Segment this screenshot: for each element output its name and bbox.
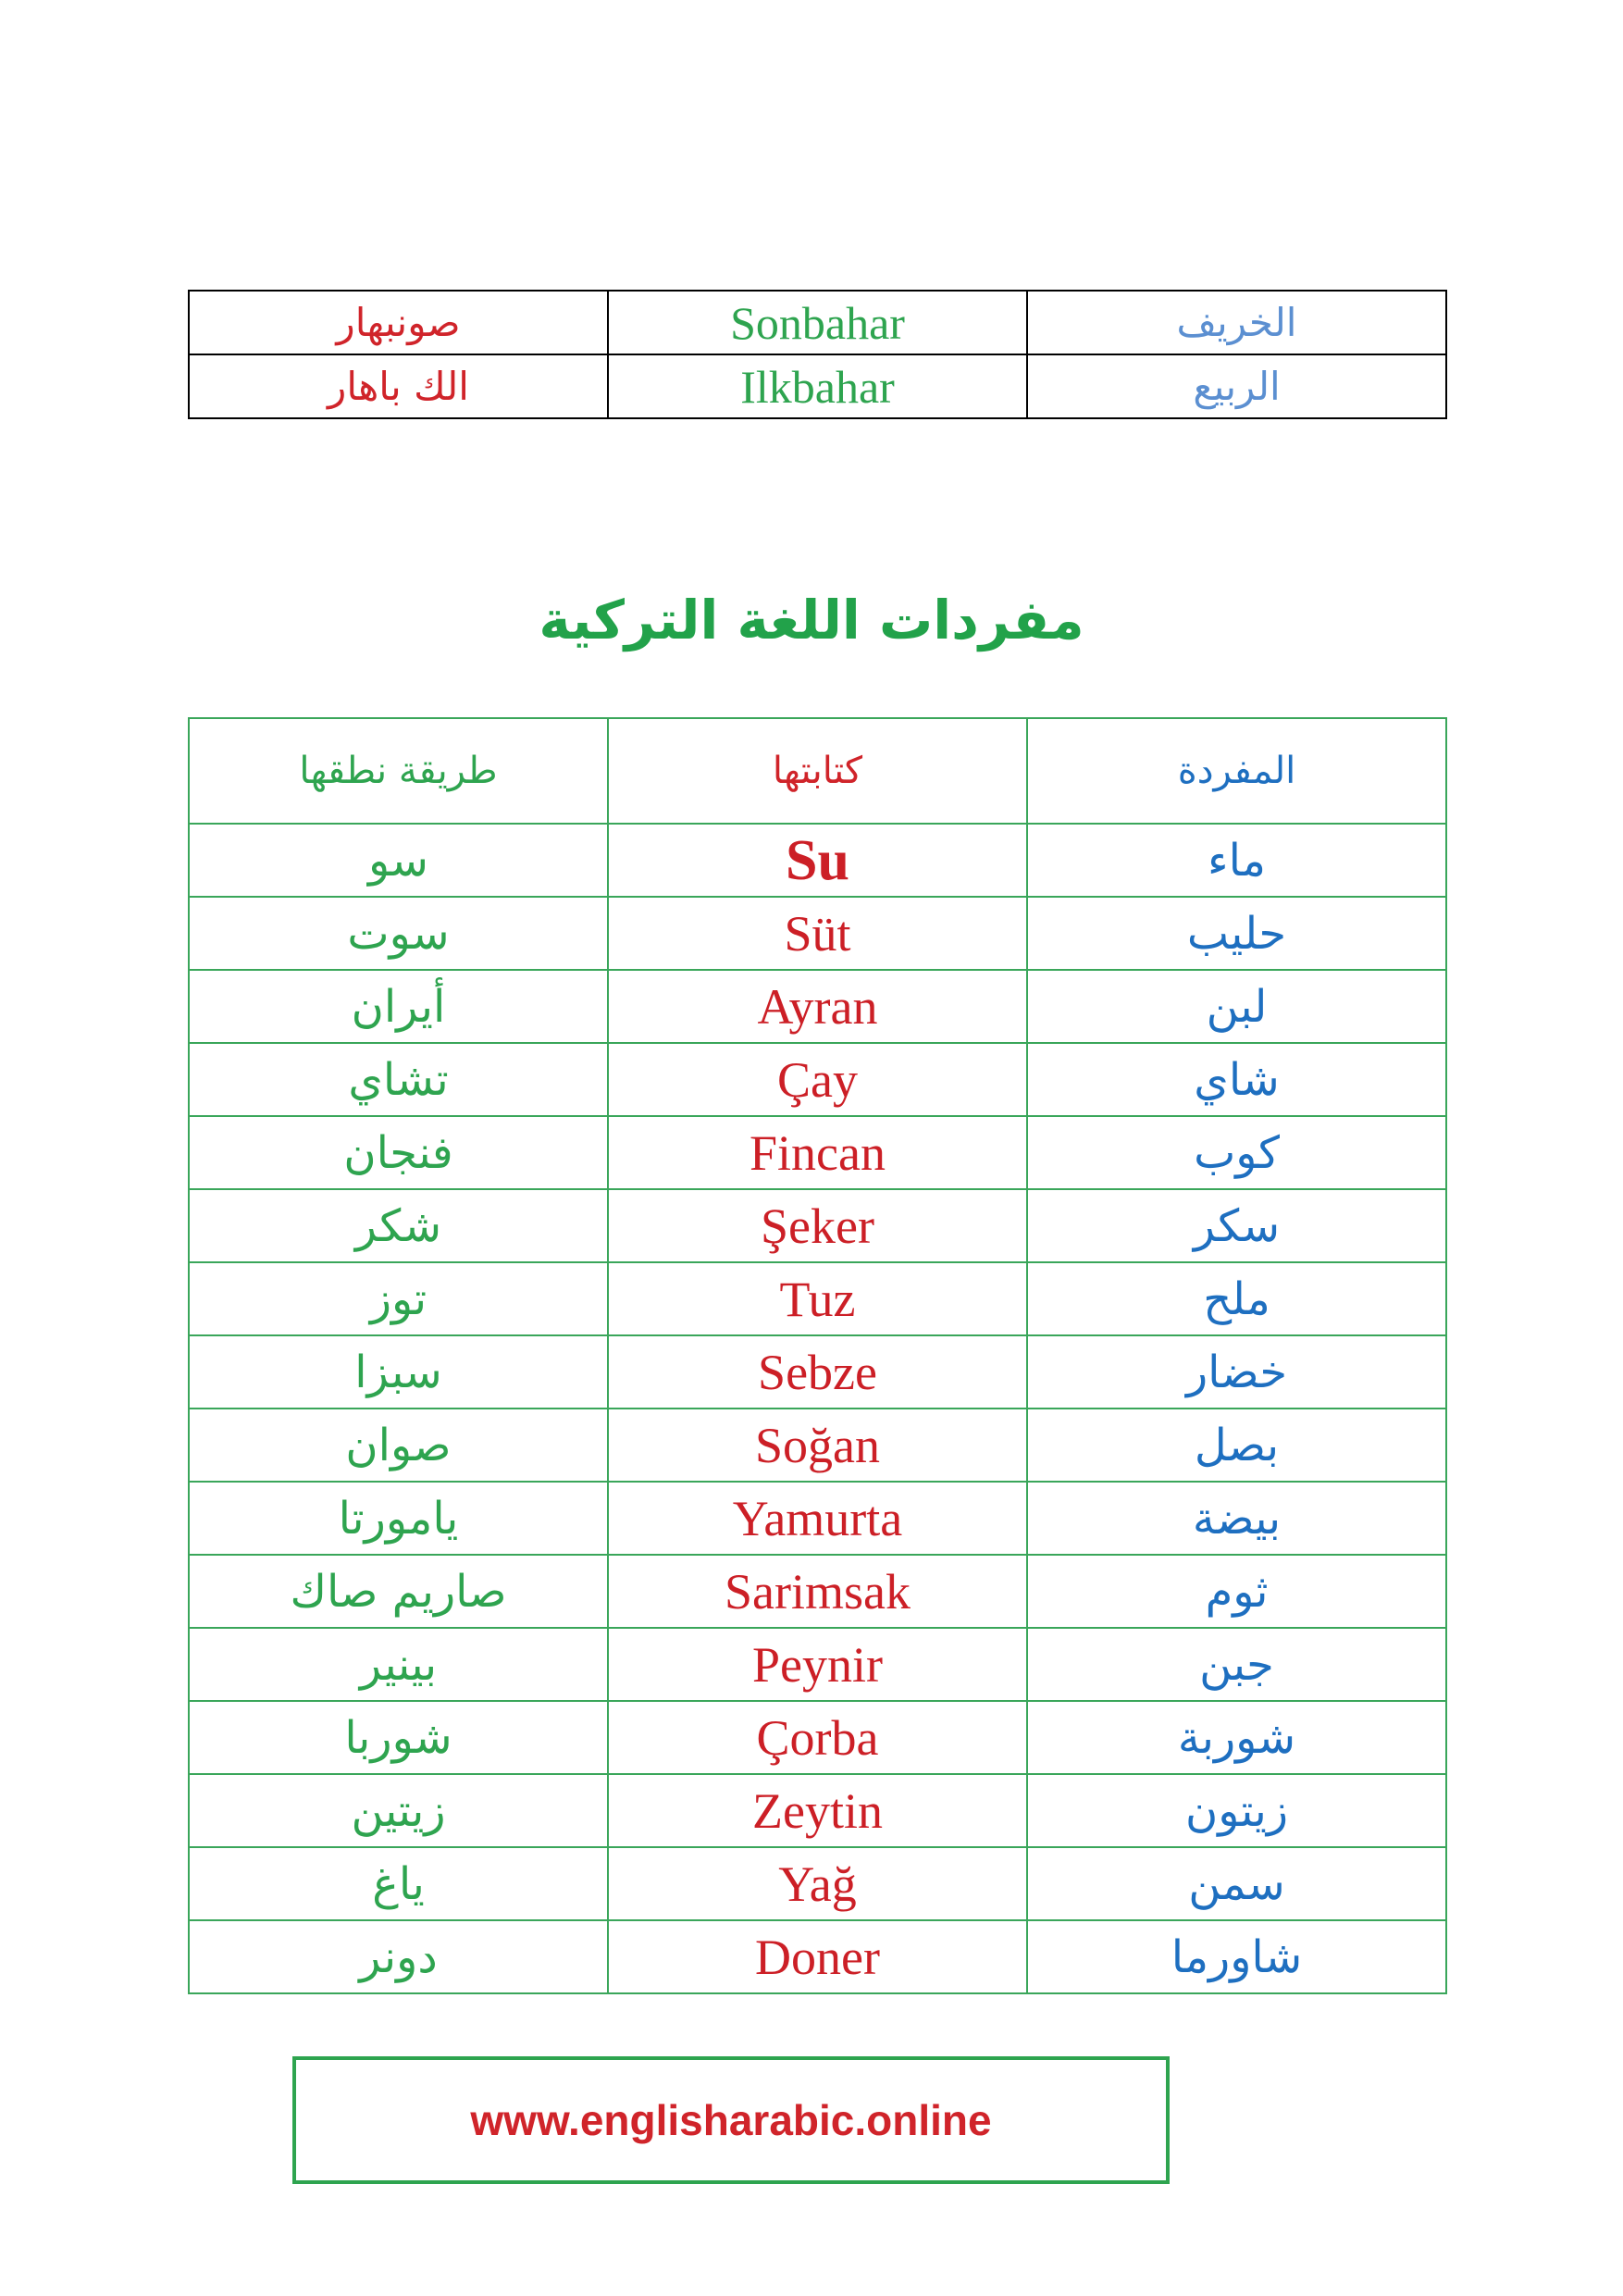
- table-row: [189, 291, 1446, 354]
- arabic-cell: خضار: [1027, 1335, 1446, 1409]
- table-row: [189, 897, 1446, 970]
- table-row: [189, 824, 1446, 897]
- pronunciation-cell: أيران: [189, 970, 608, 1043]
- arabic-cell: الخريف: [1027, 291, 1446, 354]
- vocabulary-rows: [189, 824, 1446, 1993]
- arabic-cell: سكر: [1027, 1189, 1446, 1262]
- pronunciation-cell: دونر: [189, 1920, 608, 1993]
- arabic-cell: الربيع: [1027, 354, 1446, 418]
- pronunciation-cell: صونبهار: [189, 291, 608, 354]
- turkish-cell: Zeytin: [608, 1774, 1027, 1847]
- table-row: [189, 1482, 1446, 1555]
- seasons-table: [188, 290, 1447, 419]
- table-row: [189, 1189, 1446, 1262]
- pronunciation-cell: صاريم صاك: [189, 1555, 608, 1628]
- pronunciation-cell: سبزا: [189, 1335, 608, 1409]
- arabic-cell: شوربة: [1027, 1701, 1446, 1774]
- table-row: [189, 1847, 1446, 1920]
- turkish-cell: Soğan: [608, 1409, 1027, 1482]
- pronunciation-cell: يامورتا: [189, 1482, 608, 1555]
- pronunciation-cell: شكر: [189, 1189, 608, 1262]
- table-row: [189, 1043, 1446, 1116]
- turkish-cell: Ayran: [608, 970, 1027, 1043]
- pronunciation-cell: سو: [189, 824, 608, 897]
- table-header-row: [189, 718, 1446, 824]
- turkish-cell: Ilkbahar: [608, 354, 1027, 418]
- arabic-cell: ثوم: [1027, 1555, 1446, 1628]
- header-pronunciation: طريقة نطقها: [189, 718, 608, 824]
- arabic-cell: كوب: [1027, 1116, 1446, 1189]
- turkish-cell: Su: [608, 824, 1027, 897]
- pronunciation-cell: فنجان: [189, 1116, 608, 1189]
- turkish-cell: Yamurta: [608, 1482, 1027, 1555]
- pronunciation-cell: توز: [189, 1262, 608, 1335]
- pronunciation-cell: صوان: [189, 1409, 608, 1482]
- arabic-cell: سمن: [1027, 1847, 1446, 1920]
- header-word: المفردة: [1027, 718, 1446, 824]
- arabic-cell: بيضة: [1027, 1482, 1446, 1555]
- table-row: [189, 970, 1446, 1043]
- table-row: [189, 1409, 1446, 1482]
- turkish-cell: Peynir: [608, 1628, 1027, 1701]
- header-writing: كتابتها: [608, 718, 1027, 824]
- pronunciation-cell: شوربا: [189, 1701, 608, 1774]
- arabic-cell: زيتون: [1027, 1774, 1446, 1847]
- vocabulary-table: [188, 717, 1447, 1994]
- table-row: [189, 1920, 1446, 1993]
- turkish-cell: Çay: [608, 1043, 1027, 1116]
- page-title: مفردات اللغة التركية: [539, 589, 1084, 652]
- website-box: [292, 2056, 1170, 2184]
- website-url[interactable]: www.englisharabic.online: [470, 2096, 992, 2144]
- pronunciation-cell: سوت: [189, 897, 608, 970]
- turkish-cell: Süt: [608, 897, 1027, 970]
- pronunciation-cell: زيتين: [189, 1774, 608, 1847]
- arabic-cell: لبن: [1027, 970, 1446, 1043]
- arabic-cell: شاورما: [1027, 1920, 1446, 1993]
- table-row: [189, 1774, 1446, 1847]
- turkish-cell: Şeker: [608, 1189, 1027, 1262]
- turkish-cell: Yağ: [608, 1847, 1027, 1920]
- arabic-cell: ماء: [1027, 824, 1446, 897]
- turkish-cell: Doner: [608, 1920, 1027, 1993]
- table-row: [189, 1335, 1446, 1409]
- table-row: [189, 1116, 1446, 1189]
- turkish-cell: Fincan: [608, 1116, 1027, 1189]
- pronunciation-cell: ياغ: [189, 1847, 608, 1920]
- table-row: [189, 354, 1446, 418]
- turkish-cell: Tuz: [608, 1262, 1027, 1335]
- turkish-cell: Sebze: [608, 1335, 1027, 1409]
- arabic-cell: جبن: [1027, 1628, 1446, 1701]
- arabic-cell: حليب: [1027, 897, 1446, 970]
- pronunciation-cell: بينير: [189, 1628, 608, 1701]
- arabic-cell: ملح: [1027, 1262, 1446, 1335]
- turkish-cell: Çorba: [608, 1701, 1027, 1774]
- arabic-cell: بصل: [1027, 1409, 1446, 1482]
- pronunciation-cell: الك باهار: [189, 354, 608, 418]
- turkish-cell: Sonbahar: [608, 291, 1027, 354]
- table-row: [189, 1701, 1446, 1774]
- table-row: [189, 1555, 1446, 1628]
- table-row: [189, 1628, 1446, 1701]
- turkish-cell: Sarimsak: [608, 1555, 1027, 1628]
- table-row: [189, 1262, 1446, 1335]
- arabic-cell: شاي: [1027, 1043, 1446, 1116]
- pronunciation-cell: تشاي: [189, 1043, 608, 1116]
